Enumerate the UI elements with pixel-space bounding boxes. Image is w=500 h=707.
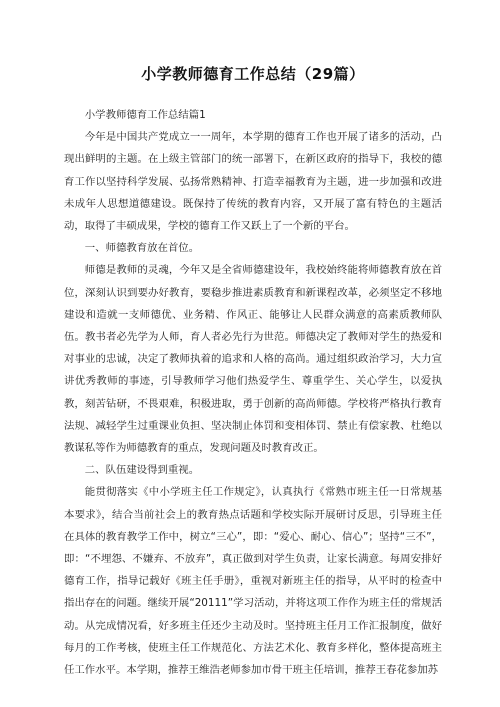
document-body — [64, 104, 442, 681]
section-heading: 小学教师德育工作总结篇1 — [84, 109, 206, 121]
document-title: 小学教师德育工作总结（29篇） — [141, 65, 365, 83]
section-heading: 一、师德教育放在首位。 — [84, 242, 200, 255]
body-paragraph: 能贯彻落实《中小学班主任工作规定》，认真执行《常熟市班主任一日常规基本要求》，结合当前社会上的教育热点话题和学校实际开展研讨反思，引导班主任在具体的教育教学工作中，树立“三心”，即：“爱心、耐心、信心”；坚持“三不”，即：“不埋怨、不嫌弃、不放弃”，真正做到对学生负责，让家长满意。每周安排好德育工作，指导记载好《班主任手册》，重视对新班主任的指导，从平时的检查中指出存在的问题。继续开展“20111”学习活动，并将这项工作作为班主任的常规活动。从完成情况看，好多班主任还少主动及时。坚持班主任月工作汇报制度，做好每月的工作考核，使班主任工作规范化、方法艺术化、教育多样化，整体提高班主任工作水平。本学期，推荐王维浩老师参加市骨干班主任培训，推荐王春花参加苏 — [64, 486, 442, 677]
section-heading: 二、队伍建设得到重视。 — [84, 464, 200, 477]
body-paragraph: 今年是中国共产党成立一一周年，本学期的德育工作也开展了诸多的活动，凸现出鲜明的主题。在上级主管部门的统一部署下，在新区政府的指导下，我校的德育工作以坚持科学发展、弘扬常熟精神、打造幸福教育为主题，进一步加强和改进未成年人思想道德建设。既保持了传统的教育内容，又开展了富有特色的主题活动，取得了丰硕成果，学校的德育工作又跃上了一个新的平台。 — [64, 131, 442, 233]
body-paragraph: 师德是教师的灵魂，今年又是全省师德建设年，我校始终能将师德教育放在首位，深刻认识到要办好教育，要稳步推进素质教育和新课程改革，必须坚定不移地建设和造就一支师德优、业务精、作风正、能够让人民群众满意的高素质教师队伍。教书者必先学为人师，育人者必先行为世范。师德决定了教师对学生的热爱和对事业的忠诚，决定了教师执着的追求和人格的高尚。通过组织政治学习，大力宣讲优秀教师的事迹，引导教师学习他们热爱学生、尊重学生、关心学生，以爱执教，刻苦钻研，不畏艰难，积极进取，勇于创新的高尚师德。学校将严格执行教育法规、减轻学生过重课业负担、坚决制止体罚和变相体罚、禁止有偿家教、杜绝以教谋私等作为师德教育的重点，发现问题及时教育改正。 — [64, 264, 442, 455]
